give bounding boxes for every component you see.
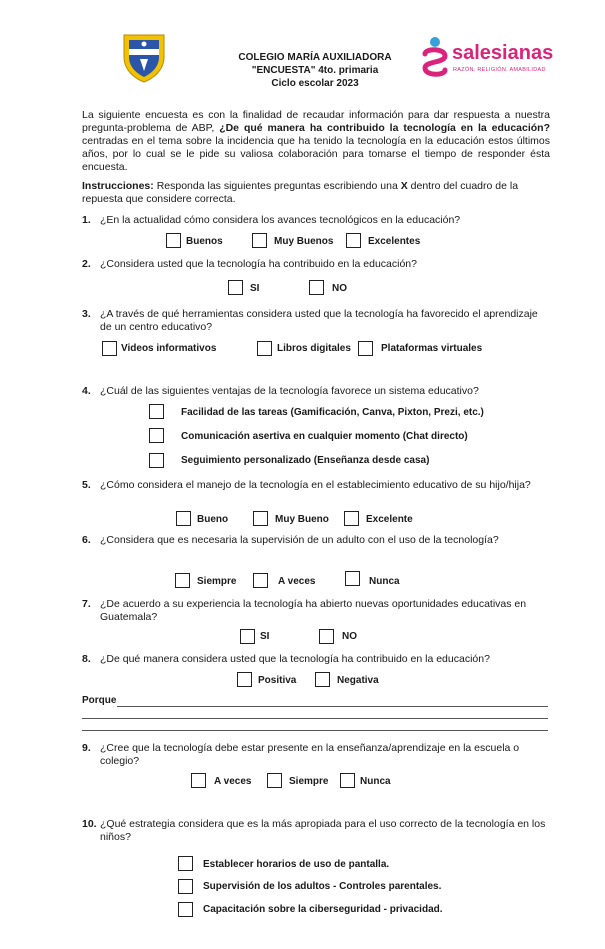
- question-text: ¿Cree que la tecnología debe estar presente en la enseñanza/aprendizaje en la escuela o colegio?: [100, 742, 520, 767]
- checkbox[interactable]: [315, 672, 330, 687]
- checkbox[interactable]: [309, 280, 324, 295]
- question-number: 8.: [82, 653, 91, 665]
- checkbox[interactable]: [166, 233, 181, 248]
- option-label: Bueno: [197, 514, 229, 525]
- option-label: A veces: [278, 576, 316, 587]
- option-label: Capacitación sobre la ciberseguridad - privacidad.: [203, 904, 443, 915]
- checkbox[interactable]: [176, 511, 191, 526]
- option-label: Seguimiento personalizado (Enseñanza desde casa): [181, 455, 430, 466]
- option-label: Siempre: [289, 776, 329, 787]
- question-number: 9.: [82, 742, 91, 754]
- option-label: Excelentes: [368, 236, 421, 247]
- checkbox[interactable]: [344, 511, 359, 526]
- salesianas-brand: salesianas: [452, 42, 554, 64]
- question-number: 10.: [82, 818, 97, 830]
- question-text: ¿Cómo considera el manejo de la tecnología en el establecimiento educativo de su hijo/hija?: [100, 479, 531, 491]
- question-text: ¿A través de qué herramientas considera usted que la tecnología ha favorecido el aprendizaje de un centro educativo?: [100, 308, 538, 333]
- option-label: Negativa: [337, 675, 379, 686]
- question-text: ¿Considera usted que la tecnología ha contribuido en la educación?: [100, 258, 417, 270]
- option-label: NO: [332, 283, 347, 294]
- intro-text-end: centradas en el tema sobre la incidencia que ha tenido la tecnología en la educación estos últimos años, por lo cual se le pide su valiosa colaboración para tomarse el tiempo de responder ésta encuesta.: [82, 135, 550, 173]
- intro-paragraph: [82, 109, 550, 174]
- question-number: 4.: [82, 385, 91, 397]
- school-crest-logo: [122, 31, 166, 83]
- checkbox[interactable]: [149, 453, 164, 468]
- checkbox[interactable]: [319, 629, 334, 644]
- porque-label: Porque: [82, 695, 117, 706]
- option-label: Muy Buenos: [274, 236, 334, 247]
- checkbox[interactable]: [358, 341, 373, 356]
- checkbox[interactable]: [228, 280, 243, 295]
- checkbox[interactable]: [237, 672, 252, 687]
- instructions-text: Responda las siguientes preguntas escribiendo una: [153, 180, 401, 192]
- option-label: Muy Bueno: [275, 514, 329, 525]
- checkbox[interactable]: [178, 856, 193, 871]
- option-label: Nunca: [360, 776, 391, 787]
- checkbox[interactable]: [253, 573, 268, 588]
- checkbox[interactable]: [252, 233, 267, 248]
- option-label: NO: [342, 631, 357, 642]
- option-label: Positiva: [258, 675, 297, 686]
- checkbox[interactable]: [175, 573, 190, 588]
- document-header: [210, 51, 420, 90]
- question-number: 2.: [82, 258, 91, 270]
- school-name: COLEGIO MARÍA AUXILIADORA: [238, 52, 392, 63]
- question-text: ¿Qué estrategia considera que es la más apropiada para el uso correcto de la tecnología en los niños?: [100, 818, 546, 843]
- checkbox[interactable]: [178, 902, 193, 917]
- option-label: Establecer horarios de uso de pantalla.: [203, 859, 390, 870]
- salesianas-emblem-icon: [420, 36, 450, 78]
- question-number: 3.: [82, 308, 91, 320]
- option-label: SI: [260, 631, 270, 642]
- checkbox[interactable]: [346, 233, 361, 248]
- question-number: 7.: [82, 598, 91, 610]
- question-number: 1.: [82, 214, 91, 226]
- question-number: 5.: [82, 479, 91, 491]
- option-label: Libros digitales: [277, 343, 351, 354]
- option-label: Nunca: [369, 576, 400, 587]
- salesianas-tagline: RAZÓN. RELIGIÓN. AMABILIDAD: [453, 67, 546, 73]
- school-cycle: Ciclo escolar 2023: [271, 78, 359, 89]
- instructions-label: Instrucciones:: [82, 180, 154, 192]
- checkbox[interactable]: [178, 879, 193, 894]
- question-number: 6.: [82, 534, 91, 546]
- answer-line[interactable]: [82, 730, 548, 731]
- option-label: Comunicación asertiva en cualquier momento (Chat directo): [181, 431, 468, 442]
- option-label: Buenos: [186, 236, 223, 247]
- option-label: SI: [250, 283, 260, 294]
- question-text: ¿De acuerdo a su experiencia la tecnología ha abierto nuevas oportunidades educativas en Guatemala?: [100, 598, 527, 623]
- option-label: Videos informativos: [121, 343, 217, 354]
- question-text: ¿Cuál de las siguientes ventajas de la tecnología favorece un sistema educativo?: [100, 385, 479, 397]
- checkbox[interactable]: [191, 773, 206, 788]
- checkbox[interactable]: [149, 428, 164, 443]
- checkbox[interactable]: [257, 341, 272, 356]
- question-text: ¿De qué manera considera usted que la tecnología ha contribuido en la educación?: [100, 653, 490, 665]
- checkbox[interactable]: [253, 511, 268, 526]
- intro-question: ¿De qué manera ha contribuido la tecnología en la educación?: [219, 122, 550, 134]
- option-label: A veces: [214, 776, 252, 787]
- answer-line[interactable]: [82, 718, 548, 719]
- option-label: Excelente: [366, 514, 413, 525]
- intro-text: La siguiente encuesta es con la finalidad de recaudar información para dar respuesta a nuestra pregunta-problema de ABP,: [82, 109, 550, 134]
- checkbox[interactable]: [240, 629, 255, 644]
- checkbox[interactable]: [102, 341, 117, 356]
- option-label: Supervisión de los adultos - Controles parentales.: [203, 881, 442, 892]
- checkbox[interactable]: [345, 571, 360, 586]
- survey-title: "ENCUESTA" 4to. primaria: [251, 65, 379, 76]
- instructions-text-end: dentro del cuadro de la repuesta que considere correcta.: [82, 180, 519, 205]
- option-label: Facilidad de las tareas (Gamificación, Canva, Pixton, Prezi, etc.): [181, 407, 484, 418]
- salesianas-logo: [420, 36, 565, 80]
- answer-line[interactable]: [117, 706, 548, 707]
- checkbox[interactable]: [149, 404, 164, 419]
- question-text: ¿Considera que es necesaria la supervisión de un adulto con el uso de la tecnología?: [100, 534, 499, 546]
- question-text: ¿En la actualidad cómo considera los avances tecnológicos en la educación?: [100, 214, 461, 226]
- checkbox[interactable]: [267, 773, 282, 788]
- instructions-mark: X: [400, 180, 408, 192]
- option-label: Siempre: [197, 576, 237, 587]
- option-label: Plataformas virtuales: [381, 343, 483, 354]
- instructions: [82, 180, 550, 206]
- checkbox[interactable]: [340, 773, 355, 788]
